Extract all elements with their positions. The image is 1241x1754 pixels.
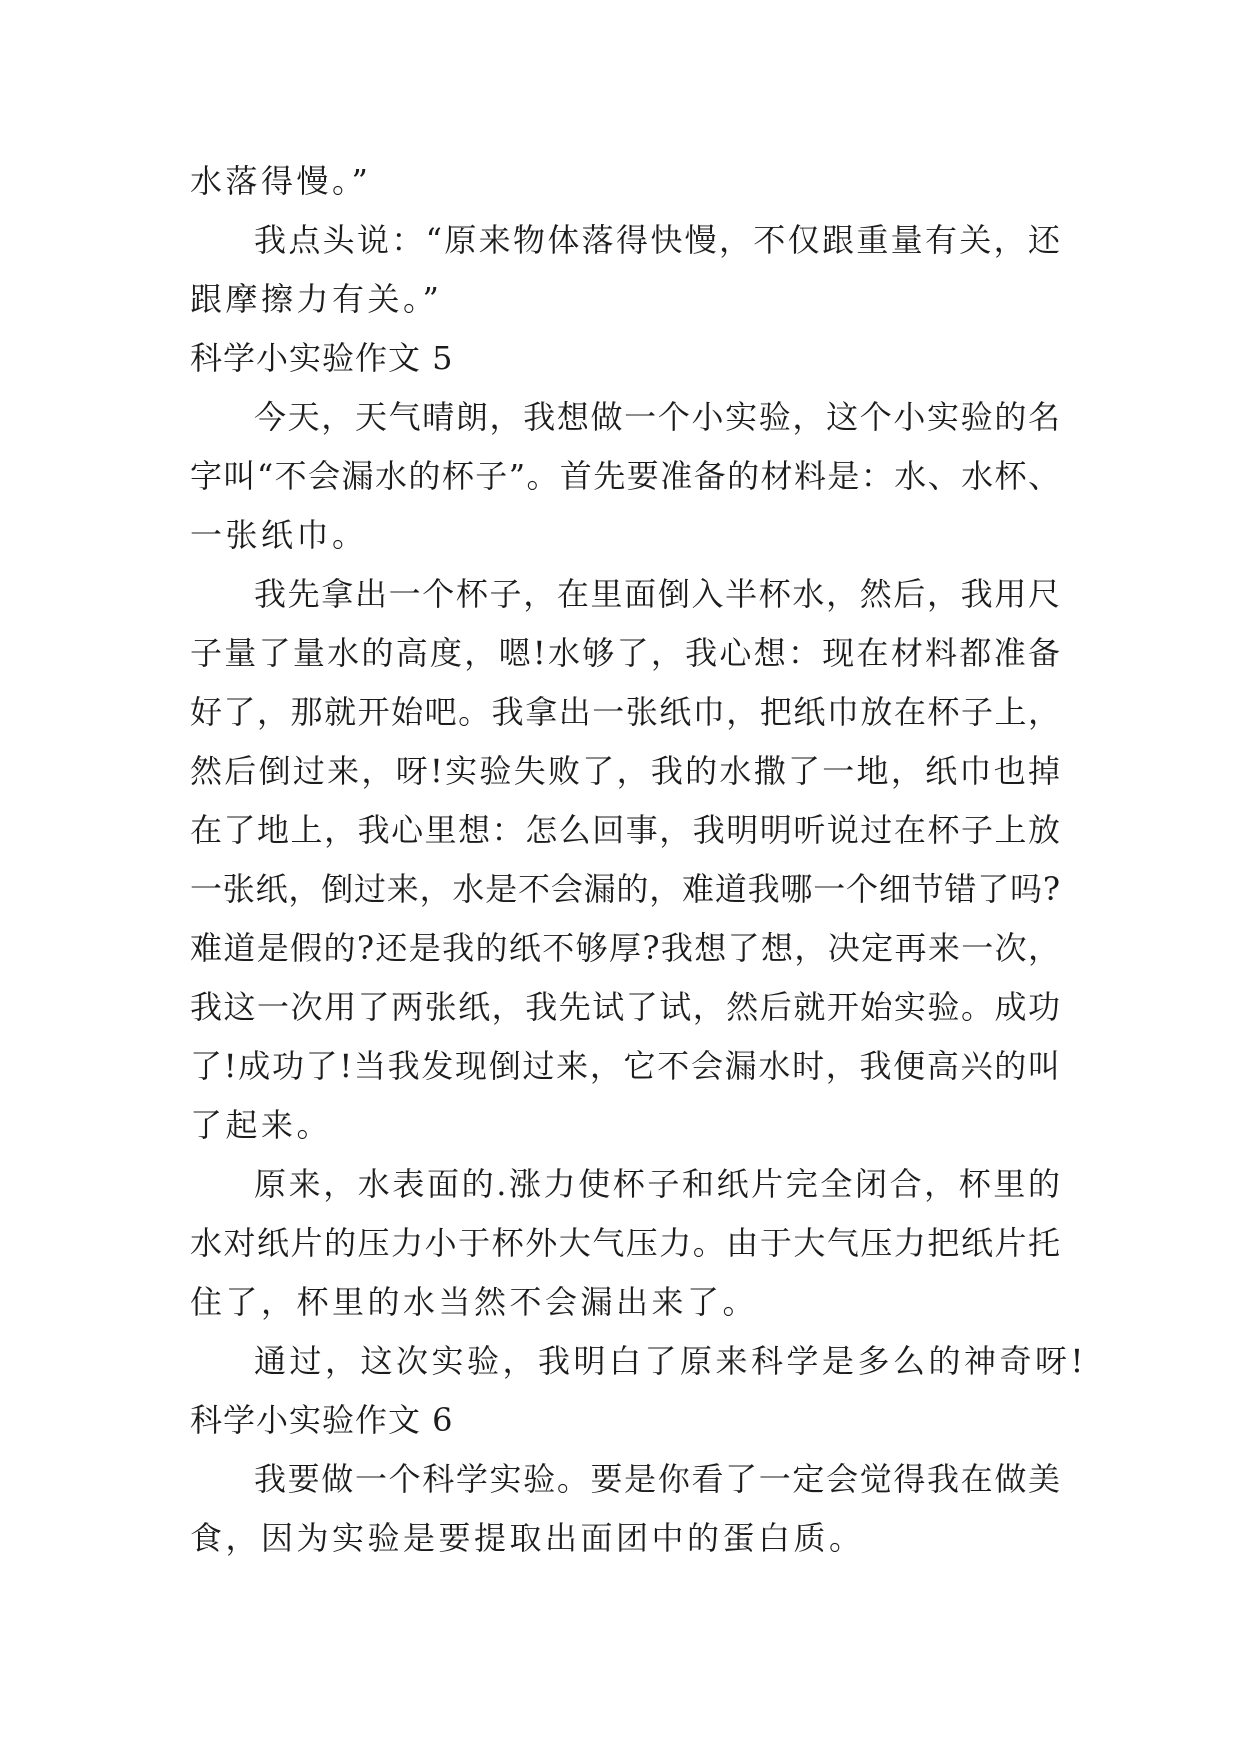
- text-line: 一张纸巾。: [190, 516, 368, 554]
- text-line: 子量了量水的高度，嗯!水够了，我心想：现在材料都准备: [190, 634, 1060, 672]
- text-line: 在了地上，我心里想：怎么回事，我明明听说过在杯子上放: [190, 811, 1060, 849]
- text-line: 字叫“不会漏水的杯子”。首先要准备的材料是：水、水杯、: [190, 457, 1060, 495]
- text-line: 然后倒过来，呀!实验失败了，我的水撒了一地，纸巾也掉: [190, 752, 1060, 790]
- text-line: 今天，天气晴朗，我想做一个小实验，这个小实验的名: [254, 398, 1060, 436]
- text-line: 好了，那就开始吧。我拿出一张纸巾，把纸巾放在杯子上，: [190, 693, 1060, 731]
- section-heading: 科学小实验作文 6: [190, 1401, 454, 1439]
- text-line: 我这一次用了两张纸，我先试了试，然后就开始实验。成功: [190, 988, 1060, 1026]
- text-line: 通过，这次实验，我明白了原来科学是多么的神奇呀!: [254, 1342, 1087, 1380]
- text-line: 我要做一个科学实验。要是你看了一定会觉得我在做美: [254, 1460, 1060, 1498]
- text-line: 水对纸片的压力小于杯外大气压力。由于大气压力把纸片托: [190, 1224, 1060, 1262]
- text-line: 水落得慢。”: [190, 162, 372, 200]
- text-line: 了!成功了!当我发现倒过来，它不会漏水时，我便高兴的叫: [190, 1047, 1060, 1085]
- text-line: 难道是假的?还是我的纸不够厚?我想了想，决定再来一次，: [190, 929, 1060, 967]
- text-line: 原来，水表面的.涨力使杯子和纸片完全闭合，杯里的: [254, 1165, 1060, 1203]
- text-line: 食，因为实验是要提取出面团中的蛋白质。: [190, 1519, 865, 1557]
- text-line: 住了，杯里的水当然不会漏出来了。: [190, 1283, 759, 1321]
- document-body: [190, 152, 1087, 1568]
- section-heading: 科学小实验作文 5: [190, 339, 454, 377]
- text-line: 跟摩擦力有关。”: [190, 280, 443, 318]
- text-line: 一张纸，倒过来，水是不会漏的，难道我哪一个细节错了吗?: [190, 870, 1060, 908]
- text-line: 了起来。: [190, 1106, 333, 1144]
- text-line: 我先拿出一个杯子，在里面倒入半杯水，然后，我用尺: [254, 575, 1060, 613]
- text-line: 我点头说：“原来物体落得快慢，不仅跟重量有关，还: [254, 221, 1060, 259]
